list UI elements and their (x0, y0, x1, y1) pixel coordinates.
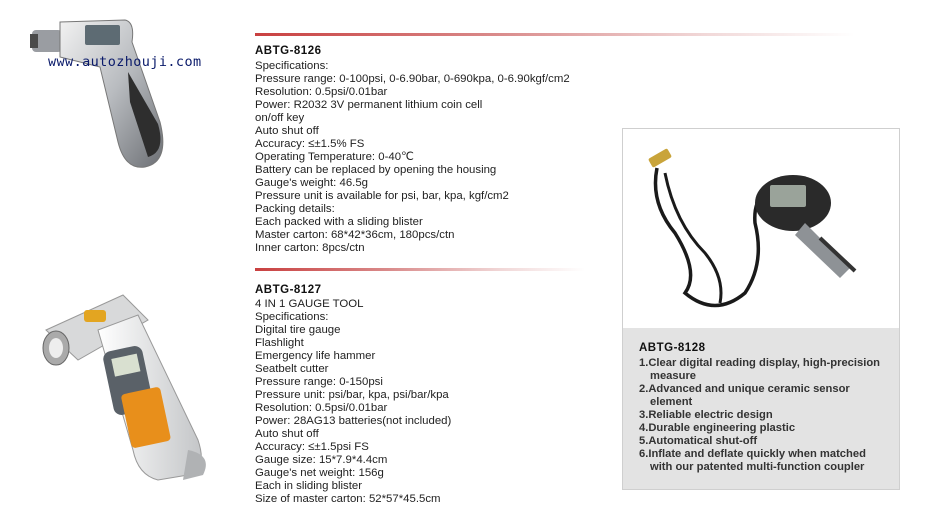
product-8127-model: ABTG-8127 (255, 284, 322, 296)
features-box (623, 328, 899, 489)
feature-line: 1.Clear digital reading display, high-precision (639, 357, 880, 369)
feature-line: measure (650, 370, 697, 382)
product-8128-model: ABTG-8128 (639, 342, 706, 354)
top-divider (255, 33, 855, 36)
product-8126-model: ABTG-8126 (255, 45, 322, 57)
spec-line: Pressure unit: psi/bar, kpa, psi/bar/kpa (255, 389, 449, 401)
spec-line: Accuracy: ≤±1.5psi FS (255, 441, 369, 453)
spec-line: Specifications: (255, 60, 329, 72)
watermark-text: www.autozhouji.com (48, 54, 202, 70)
spec-line: Packing details: (255, 203, 335, 215)
spec-line: Each packed with a sliding blister (255, 216, 423, 228)
spec-line: Auto shut off (255, 428, 319, 440)
feature-line: element (650, 396, 693, 408)
spec-line: Pressure range: 0-150psi (255, 376, 383, 388)
spec-line: Gauge's net weight: 156g (255, 467, 384, 479)
spec-line: Gauge's weight: 46.5g (255, 177, 368, 189)
spec-line: Resolution: 0.5psi/0.01bar (255, 86, 388, 98)
middle-divider (255, 268, 585, 271)
spec-line: Pressure range: 0-100psi, 0-6.90bar, 0-690kpa, 0-6.90kgf/cm2 (255, 73, 570, 85)
spec-line: Operating Temperature: 0-40℃ (255, 151, 414, 163)
spec-line: Inner carton: 8pcs/ctn (255, 242, 365, 254)
product-8128-panel (622, 128, 900, 490)
feature-line: 2.Advanced and unique ceramic sensor (639, 383, 850, 395)
spec-line: Pressure unit is available for psi, bar, kpa, kgf/cm2 (255, 190, 509, 202)
spec-line: Power: 28AG13 batteries(not included) (255, 415, 452, 427)
feature-line: 5.Automatical shut-off (639, 435, 758, 447)
spec-line: Auto shut off (255, 125, 319, 137)
tire-gauge-8126-image (30, 12, 195, 172)
spec-line: Digital tire gauge (255, 324, 341, 336)
inflator-gauge-8128-image (645, 143, 875, 323)
spec-line: 4 IN 1 GAUGE TOOL (255, 298, 364, 310)
spec-line: Power: R2032 3V permanent lithium coin cell (255, 99, 483, 111)
product-8126-specs (255, 60, 570, 255)
feature-line: with our patented multi-function coupler (650, 461, 865, 473)
spec-line: Emergency life hammer (255, 350, 376, 362)
spec-line: on/off key (255, 112, 305, 124)
spec-line: Size of master carton: 52*57*45.5cm (255, 493, 441, 505)
spec-line: Seatbelt cutter (255, 363, 329, 375)
spec-line: Gauge size: 15*7.9*4.4cm (255, 454, 388, 466)
gauge-tool-8127-image (38, 290, 223, 490)
product-8128-features (639, 357, 880, 474)
spec-line: Resolution: 0.5psi/0.01bar (255, 402, 388, 414)
spec-line: Battery can be replaced by opening the housing (255, 164, 497, 176)
feature-line: 4.Durable engineering plastic (639, 422, 796, 434)
spec-line: Specifications: (255, 311, 329, 323)
spec-line: Master carton: 68*42*36cm, 180pcs/ctn (255, 229, 455, 241)
spec-line: Flashlight (255, 337, 304, 349)
feature-line: 6.Inflate and deflate quickly when matched (639, 448, 866, 460)
spec-line: Each in sliding blister (255, 480, 362, 492)
product-8127-specs (255, 298, 451, 506)
feature-line: 3.Reliable electric design (639, 409, 773, 421)
spec-line: Accuracy: ≤±1.5% FS (255, 138, 365, 150)
